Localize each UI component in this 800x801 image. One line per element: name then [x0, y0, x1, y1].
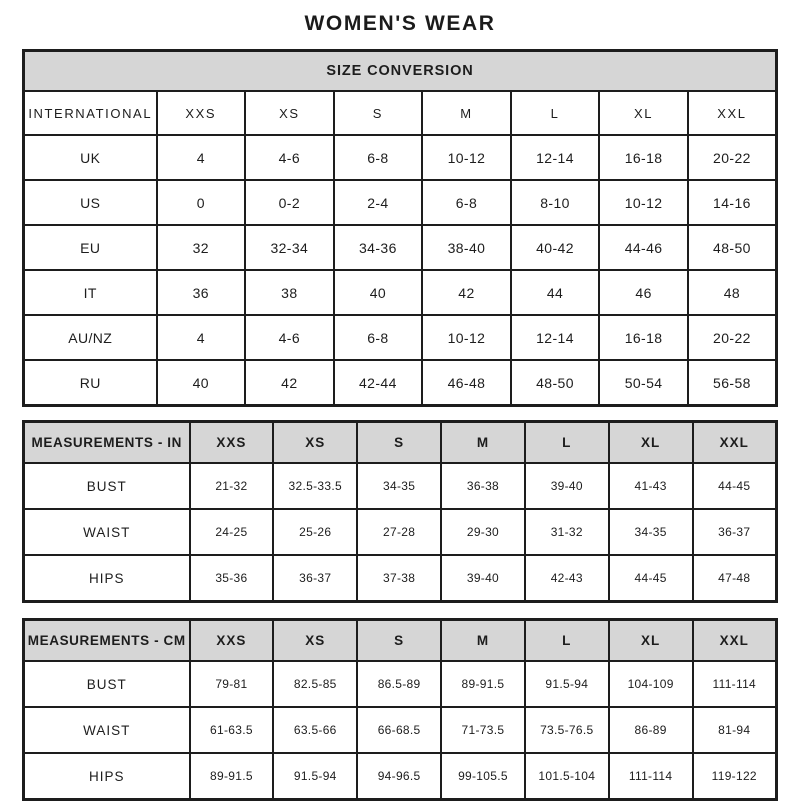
- value-cell: 42-43: [525, 555, 609, 602]
- value-cell: 101.5-104: [525, 753, 609, 800]
- value-cell: 6-8: [334, 315, 423, 360]
- value-cell: 35-36: [190, 555, 274, 602]
- column-header-size: XXL: [693, 620, 777, 662]
- value-cell: 20-22: [688, 315, 777, 360]
- value-cell: 24-25: [190, 509, 274, 555]
- column-header-size: L: [511, 91, 600, 135]
- measurements-cm-table: [22, 618, 778, 801]
- value-cell: 44: [511, 270, 600, 315]
- column-header-size: M: [441, 620, 525, 662]
- value-cell: 46: [599, 270, 688, 315]
- value-cell: 39-40: [525, 463, 609, 509]
- value-cell: 91.5-94: [273, 753, 357, 800]
- value-cell: 36-38: [441, 463, 525, 509]
- table-row: [24, 753, 777, 800]
- value-cell: 0-2: [245, 180, 334, 225]
- page-title: WOMEN'S WEAR: [304, 12, 496, 35]
- column-header-size: XS: [245, 91, 334, 135]
- table-row: [24, 135, 777, 180]
- value-cell: 10-12: [422, 135, 511, 180]
- value-cell: 89-91.5: [190, 753, 274, 800]
- value-cell: 71-73.5: [441, 707, 525, 753]
- column-header-row: [24, 620, 777, 662]
- value-cell: 86-89: [609, 707, 693, 753]
- table-row: [24, 661, 777, 707]
- value-cell: 32-34: [245, 225, 334, 270]
- value-cell: 21-32: [190, 463, 274, 509]
- value-cell: 99-105.5: [441, 753, 525, 800]
- value-cell: 50-54: [599, 360, 688, 406]
- value-cell: 10-12: [599, 180, 688, 225]
- column-header-size: S: [334, 91, 423, 135]
- column-header-size: L: [525, 422, 609, 464]
- value-cell: 8-10: [511, 180, 600, 225]
- value-cell: 81-94: [693, 707, 777, 753]
- value-cell: 61-63.5: [190, 707, 274, 753]
- value-cell: 42: [245, 360, 334, 406]
- column-header-size: XS: [273, 422, 357, 464]
- column-header-size: M: [422, 91, 511, 135]
- value-cell: 36-37: [693, 509, 777, 555]
- value-cell: 4: [157, 135, 246, 180]
- value-cell: 27-28: [357, 509, 441, 555]
- row-label-cell: RU: [24, 360, 157, 406]
- table-banner-title: SIZE CONVERSION: [24, 51, 777, 92]
- value-cell: 37-38: [357, 555, 441, 602]
- value-cell: 48-50: [511, 360, 600, 406]
- row-label-cell: EU: [24, 225, 157, 270]
- row-label-cell: HIPS: [24, 753, 190, 800]
- column-header-size: XXL: [688, 91, 777, 135]
- row-label-cell: HIPS: [24, 555, 190, 602]
- value-cell: 34-36: [334, 225, 423, 270]
- value-cell: 66-68.5: [357, 707, 441, 753]
- column-header-size: XL: [609, 422, 693, 464]
- value-cell: 2-4: [334, 180, 423, 225]
- column-header-size: XXS: [190, 422, 274, 464]
- value-cell: 10-12: [422, 315, 511, 360]
- value-cell: 111-114: [609, 753, 693, 800]
- value-cell: 42: [422, 270, 511, 315]
- table-banner-row: [24, 51, 777, 92]
- value-cell: 12-14: [511, 135, 600, 180]
- table-gap: [0, 407, 800, 420]
- value-cell: 32.5-33.5: [273, 463, 357, 509]
- value-cell: 16-18: [599, 315, 688, 360]
- measurements-in-table: [22, 420, 778, 603]
- value-cell: 42-44: [334, 360, 423, 406]
- table-row: [24, 463, 777, 509]
- table-row: [24, 555, 777, 602]
- value-cell: 111-114: [693, 661, 777, 707]
- column-header-size: L: [525, 620, 609, 662]
- value-cell: 4: [157, 315, 246, 360]
- row-label-cell: BUST: [24, 463, 190, 509]
- value-cell: 25-26: [273, 509, 357, 555]
- value-cell: 44-46: [599, 225, 688, 270]
- column-header-size: XXS: [190, 620, 274, 662]
- value-cell: 40-42: [511, 225, 600, 270]
- table-row: [24, 180, 777, 225]
- value-cell: 4-6: [245, 135, 334, 180]
- value-cell: 6-8: [334, 135, 423, 180]
- value-cell: 82.5-85: [273, 661, 357, 707]
- value-cell: 40: [157, 360, 246, 406]
- value-cell: 47-48: [693, 555, 777, 602]
- value-cell: 86.5-89: [357, 661, 441, 707]
- table-row: [24, 707, 777, 753]
- value-cell: 39-40: [441, 555, 525, 602]
- value-cell: 12-14: [511, 315, 600, 360]
- value-cell: 46-48: [422, 360, 511, 406]
- column-header-size: XS: [273, 620, 357, 662]
- value-cell: 73.5-76.5: [525, 707, 609, 753]
- value-cell: 16-18: [599, 135, 688, 180]
- row-label-cell: IT: [24, 270, 157, 315]
- table-row: [24, 225, 777, 270]
- value-cell: 31-32: [525, 509, 609, 555]
- value-cell: 44-45: [693, 463, 777, 509]
- table-row: [24, 360, 777, 406]
- value-cell: 94-96.5: [357, 753, 441, 800]
- value-cell: 34-35: [609, 509, 693, 555]
- value-cell: 79-81: [190, 661, 274, 707]
- row-label-cell: AU/NZ: [24, 315, 157, 360]
- column-header-label: MEASUREMENTS - CM: [24, 620, 190, 662]
- value-cell: 0: [157, 180, 246, 225]
- column-header-size: XXS: [157, 91, 246, 135]
- row-label-cell: BUST: [24, 661, 190, 707]
- column-header-row: [24, 91, 777, 135]
- value-cell: 29-30: [441, 509, 525, 555]
- value-cell: 91.5-94: [525, 661, 609, 707]
- value-cell: 14-16: [688, 180, 777, 225]
- value-cell: 36-37: [273, 555, 357, 602]
- column-header-row: [24, 422, 777, 464]
- value-cell: 44-45: [609, 555, 693, 602]
- value-cell: 41-43: [609, 463, 693, 509]
- value-cell: 34-35: [357, 463, 441, 509]
- row-label-cell: UK: [24, 135, 157, 180]
- value-cell: 56-58: [688, 360, 777, 406]
- table-gap: [0, 603, 800, 618]
- value-cell: 89-91.5: [441, 661, 525, 707]
- value-cell: 119-122: [693, 753, 777, 800]
- row-label-cell: US: [24, 180, 157, 225]
- column-header-size: XXL: [693, 422, 777, 464]
- column-header-size: XL: [599, 91, 688, 135]
- column-header-size: S: [357, 422, 441, 464]
- column-header-size: XL: [609, 620, 693, 662]
- column-header-label: MEASUREMENTS - IN: [24, 422, 190, 464]
- value-cell: 32: [157, 225, 246, 270]
- column-header-size: S: [357, 620, 441, 662]
- table-row: [24, 315, 777, 360]
- value-cell: 36: [157, 270, 246, 315]
- value-cell: 40: [334, 270, 423, 315]
- column-header-label: INTERNATIONAL: [24, 91, 157, 135]
- value-cell: 38-40: [422, 225, 511, 270]
- row-label-cell: WAIST: [24, 509, 190, 555]
- value-cell: 104-109: [609, 661, 693, 707]
- value-cell: 48-50: [688, 225, 777, 270]
- value-cell: 4-6: [245, 315, 334, 360]
- row-label-cell: WAIST: [24, 707, 190, 753]
- table-row: [24, 509, 777, 555]
- value-cell: 48: [688, 270, 777, 315]
- value-cell: 63.5-66: [273, 707, 357, 753]
- column-header-size: M: [441, 422, 525, 464]
- table-row: [24, 270, 777, 315]
- value-cell: 6-8: [422, 180, 511, 225]
- value-cell: 38: [245, 270, 334, 315]
- value-cell: 20-22: [688, 135, 777, 180]
- size-conversion-table: [22, 49, 778, 407]
